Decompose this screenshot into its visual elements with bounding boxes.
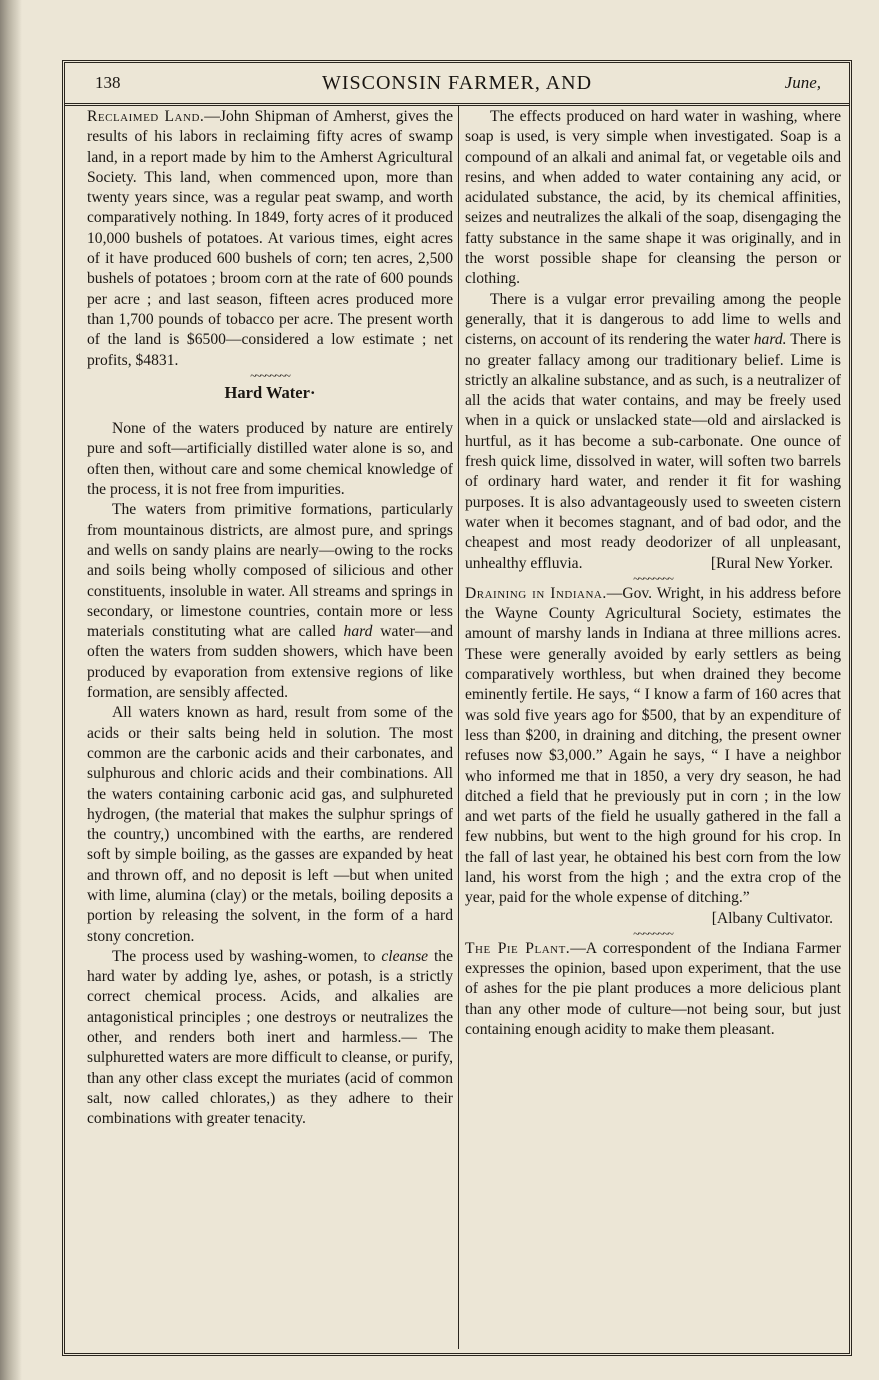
paragraph: The effects produced on hard water in washing, where soap is used, is very simple when investigated. Soap is a compound of an alkali and animal fat, or vegetable oils and resins, and when added to water containing any acid, or acidulated substance, the acid, by its chemical affinities, seizes and neutralizes the alkali of the soap, disengaging the fatty substance in the same shape it was originally, and in the worst possible shape for cleansing the person or clothing. bbox=[465, 108, 841, 288]
issue-month: June, bbox=[784, 73, 821, 92]
column-divider bbox=[458, 105, 459, 1349]
article-body: —A correspondent of the Indiana Farmer expresses the opinion, based upon experiment, that the use of ashes for the pie plant produces a more delicious plant than any other mode of culture—not being sour, but just containing enough acidity to make them pleasant. bbox=[465, 939, 841, 1039]
article-caption: The Pie Plant. bbox=[465, 939, 571, 957]
article-heading: Hard Water· bbox=[224, 382, 316, 402]
left-column bbox=[87, 107, 453, 1345]
paragraph: The process used by washing-women, to cleanse the hard water by adding lye, ashes, or potash, is a strictly correct chemical process. Acids, and alkalies are antagonistical principles ; one destroys or neutralizes the other, and renders both inert and harmless.— The sulphuretted waters are more difficult to cleanse, or purify, than any other class except the muriates (acid of common salt, now called chlorates,) as they adhere to their combinations with greater tenacity. bbox=[87, 947, 453, 1128]
publication-title: WISCONSIN FARMER, AND bbox=[321, 72, 593, 94]
page-number: 138 bbox=[95, 73, 121, 92]
emphasis: hard. bbox=[753, 331, 787, 349]
right-column bbox=[465, 107, 841, 1345]
ornament-divider: ~~~~~~~~ bbox=[633, 927, 673, 940]
article-draining-indiana bbox=[465, 584, 841, 909]
book-binding-edge bbox=[0, 0, 22, 1380]
article-body: —John Shipman of Amherst, gives the results of his labors in reclaiming fifty acres of swamp land, in a report made by him to the Amherst Agricultural Society. This land, when commenced upon, more than twenty years since, was a regular peat swamp, and worth comparatively nothing. In 1849, forty acres of it produced 10,000 bushels of potatoes. At various times, eight acres of it have produced 600 bushels of corn; ten acres, 2,500 bushels of potatoes ; broom corn at the rate of 600 pounds per acre ; and last season, fifteen acres produced more than 1,700 pounds of tobacco per acre. The present worth of the land is $6500—considered a low estimate ; net profits, $4831. bbox=[87, 108, 453, 369]
paragraph: None of the waters produced by nature are entirely pure and soft—artificially distilled water alone is so, and often then, without care and some chemical knowledge of the process, it is not free from impurities. bbox=[87, 420, 453, 499]
article-caption: Reclaimed Land. bbox=[87, 108, 205, 125]
page-header bbox=[65, 63, 849, 106]
paragraph: The waters from primitive formations, particularly from mountainous districts, are almost pure, and springs and wells on sandy plains are nearly—owing to the rocks and soils being wholly composed of silicious and other constituents, insoluble in water. All streams and springs in secondary, or limestone countries, contain more or less materials constituting what are called hard water—and often the waters from sudden showers, which have been produced by evaporation from extensive regions of like formation, are sensibly affected. bbox=[87, 501, 453, 702]
ornament-divider: ~~~~~~~~ bbox=[250, 369, 290, 382]
article-body: —Gov. Wright, in his address before the Wayne County Agricultural Society, estimates the amount of marshy lands in Indiana at three millions acres. These were generally avoided by early settlers as being comparatively worthless, but when drained they become eminently fertile. He says, “ I know a farm of 160 acres that was sold five years ago for $500, that by an expenditure of less than $200, in draining and ditching, the present owner refuses now $3,000.” Again he says, “ I have a neighbor who informed me that in 1850, a very dry season, he had ditched a field that he previously put in corn ; in the low and wet parts of the field he usually gathered in the fall a few nubbins, but went to the high ground for his crop. In the fall of last year, he obtained his best corn from the low land, his worst from the high ; and the extra crop of the year, paid for the whole expense of ditching.” bbox=[465, 584, 841, 907]
ornament-divider: ~~~~~~~~ bbox=[633, 572, 673, 585]
article-pie-plant bbox=[465, 939, 841, 1040]
source-credit: [Albany Cultivator. bbox=[711, 909, 833, 927]
newspaper-page bbox=[62, 60, 852, 1356]
emphasis: hard bbox=[343, 623, 373, 641]
article-caption: Draining in Indiana. bbox=[465, 584, 607, 602]
paragraph: There is a vulgar error prevailing among the people generally, that it is dangerous to add lime to wells and cisterns, on account of its rendering the water hard. There is no greater fallacy among our traditionary belief. Lime is strictly an alkaline substance, and as such, is a neutralizer of all the acids that water contains, and may be freely used when in a quick or unslacked state—old and airslacked is hurtful, as it has become a sub-carbonate. One ounce of fresh quick lime, dissolved in water, will soften two barrels of ordinary hard water, and render it fit for washing purposes. It is also advantageously used to sweeten cistern water when it becomes stagnant, and of bad odor, and the cheapest and most ready deodorizer of all unpleasant, unhealthy effluvia. [Rural New Yorker. bbox=[465, 290, 841, 574]
emphasis: cleanse bbox=[381, 947, 429, 965]
article-reclaimed-land bbox=[87, 107, 453, 371]
paragraph: All waters known as hard, result from some of the acids or their salts being held in solution. The most common are the carbonic acids and their carbonates, and sulphurous and chloric acids and their combinations. All the waters containing carbonic acid gas, and sulphureted hydrogen, (the material that makes the sulphur springs of the country,) uncombined with the earths, are rendered soft by simple boiling, as the gasses are expanded by heat and thrown off, and no deposit is left —but when united with lime, alumina (clay) or the metals, boiling deposits a portion by releasing the solvent, in the form of a hard stony concretion. bbox=[87, 704, 453, 945]
source-credit: [Rural New Yorker. bbox=[710, 554, 833, 572]
